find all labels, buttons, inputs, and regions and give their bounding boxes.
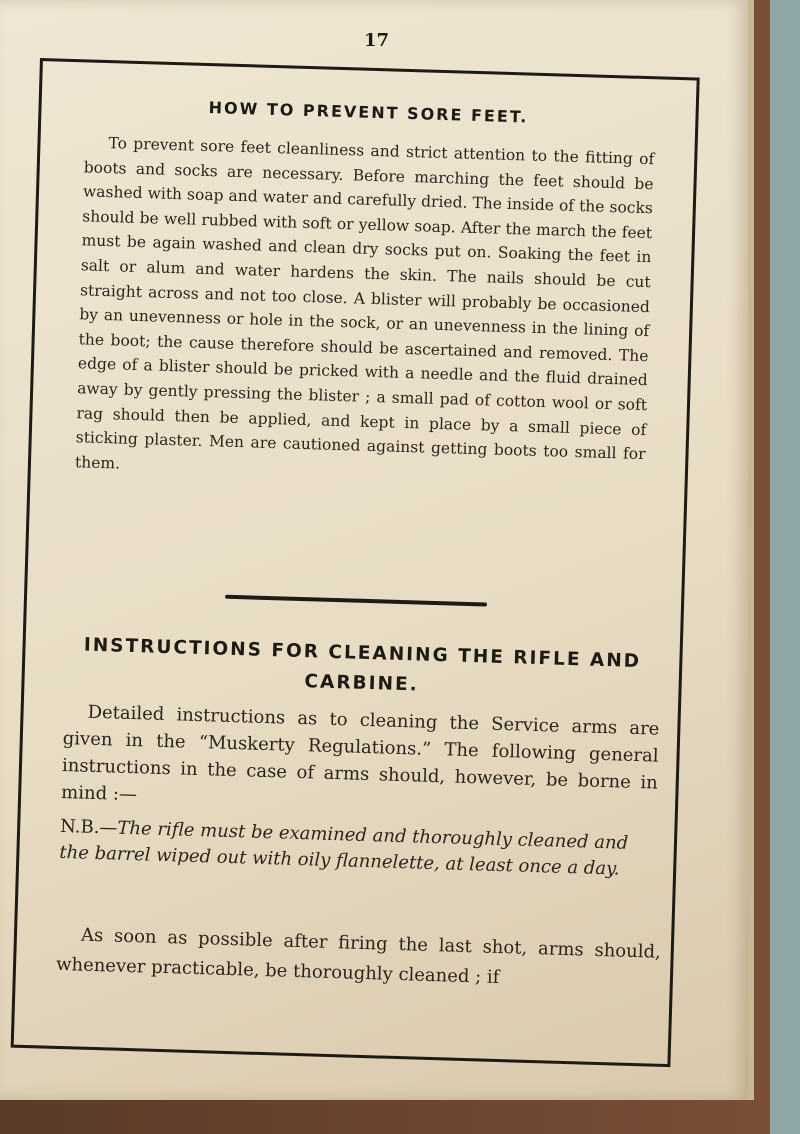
nb-text: The rifle must be examined and thoroughly cleaned and the barrel wiped out with oily flannelette, at least once a day. [59, 817, 629, 880]
sore-feet-paragraph: To prevent sore feet cleanliness and strict attention to the fitting of boots and socks are necessary. Before marching the feet should be washed with soap and water and carefully dried. The inside of the socks should be well rubbed with soft or yellow soap. After the march the feet must be again washed and clean dry socks put on. Soaking the feet in salt or alum and water hardens the skin. The nails should be cut straight across and not too close. A blister will probably be occasioned by an unevenness or hole in the sock, or an unevenness in the lining of the boot; the cause therefore should be ascertained and removed. The edge of a blister should be pricked with a needle and the fluid drained away by gently pressing the blister ; a small pad of cotton wool or soft rag should then be applied, and kept in place by a small piece of sticking plaster. Men are cautioned against getting boots too small for them. [74, 134, 655, 473]
cleaning-intro-paragraph: Detailed instructions as to cleaning the Service arms are given in the “Muskerty Regulations.” The following general instructions in the case of arms should, however, be borne in mind :— [60, 701, 660, 806]
text-frame [11, 58, 700, 1067]
cleaning-body-paragraph: As soon as possible after firing the last shot, arms should, whenever practicable, be thoroughly cleaned ; if [55, 924, 662, 989]
nb-note [59, 814, 660, 884]
nb-label: N.B.— [59, 815, 118, 839]
section-heading-sore-feet: HOW TO PREVENT SORE FEET. [208, 98, 529, 127]
section-heading-cleaning-rifle: INSTRUCTIONS FOR CLEANING THE RIFLE AND CARBINE. [83, 634, 642, 696]
section-divider [225, 595, 487, 607]
page-number: 17 [364, 30, 390, 51]
